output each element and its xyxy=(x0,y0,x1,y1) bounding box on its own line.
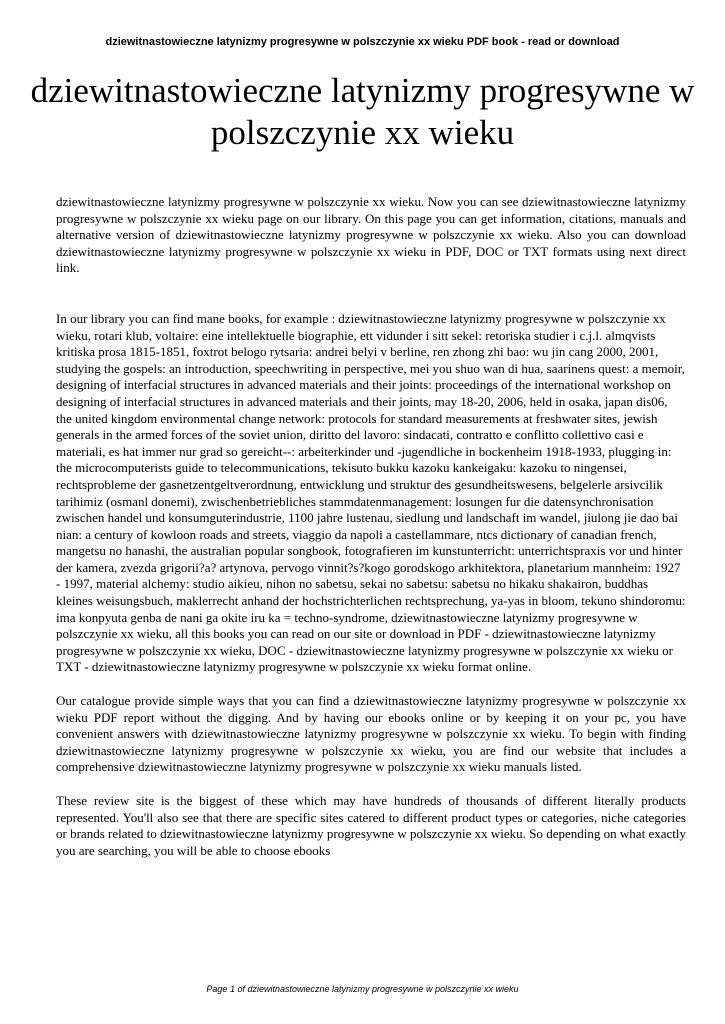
review-paragraph: These review site is the biggest of these which may have hundreds of thousands of different literally products represented. You'll also see that there are specific sites catered to different product types or categories, niche categories or brands related to dziewitnastowieczne latynizmy progresywne w polszczynie xx wieku. So depending on what exactly you are searching, you will be able to choose ebooks xyxy=(56,793,686,858)
document-title: dziewitnastowieczne latynizmy progresywne w polszczynie xx wieku xyxy=(30,71,695,152)
catalogue-paragraph: Our catalogue provide simple ways that you can find a dziewitnastowieczne latynizmy progresywne w polszczynie xx wieku PDF report without the digging. And by having our ebooks online or by keeping it on your pc, you have convenient answers with dziewitnastowieczne latynizmy progresywne w polszczynie xx wieku. To begin with finding dziewitnastowieczne latynizmy progresywne w polszczynie xx wieku, you are find our website that includes a comprehensive dziewitnastowieczne latynizmy progresywne w polszczynie xx wieku manuals listed. xyxy=(56,693,686,775)
page-header: dziewitnastowieczne latynizmy progresywne w polszczynie xx wieku PDF book - read or download xyxy=(105,36,620,48)
intro-paragraph: dziewitnastowieczne latynizmy progresywne w polszczynie xx wieku. Now you can see dziewitnastowieczne latynizmy progresywne w polszczynie xx wieku page on our library. On this page you can get information, citations, manuals and alternative version of dziewitnastowieczne latynizmy progresywne w polszczynie xx wieku. Also you can download dziewitnastowieczne latynizmy progresywne w polszczynie xx wieku in PDF, DOC or TXT formats using next direct link. xyxy=(56,194,686,276)
page-footer: Page 1 of dziewitnastowieczne latynizmy progresywne w polszczynie xx wieku xyxy=(206,984,519,994)
library-paragraph: In our library you can find mane books, for example : dziewitnastowieczne latynizmy progresywne w polszczynie xx wieku, rotari klub, voltaire: eine intellektuelle biographie, ett vidunder i sitt sekel: retoriska studier i c.j.l. almqvists kritiska prosa 1815-1851, foxtrot belogo rytsaria: andrei belyi v berline, ren zhong zhi bao: wu jin cang 2000, 2001, studying the gospels: an introduction, speechwriting in perspective, mei you shuo wan di hua, saarinens quest: a memoir, designing of interfacial structures in advanced materials and their joints: proceedings of the international workshop on designing of interfacial structures in advanced materials and their joints, may 18-20, 2006, held in osaka, japan dis06, the united kingdom environmental change network: protocols for standard measurements at freshwater sites, jewish generals in the armed forces of the soviet union, diritto del lavoro: sindacati, contratto e conflitto collettivo casi e materiali, es hat immer nur grad so gereicht--: arbeiterkinder und -jugendliche in bockenheim 1918-1933, plugging in: the microcomputerists guide to telecommunications, tekisuto bukku kazoku kankeigaku: kazoku to ningensei, rechtsprobleme der gasnetzentgeltverordnung, entwicklung und struktur des gesundheitswesens, belgelerle arsivcilik tarihimiz (osmanl donemi), zwischenbetriebliches stammdatenmanagement: losungen fur die datensynchronisation zwischen handel und konsumguterindustrie, 1100 jahre lustenau, siedlung und landschaft im wandel, jiulong jie dao bai nian: a century of kowloon roads and streets, viaggio da napoli a castellammare, ntcs dictionary of canadian french, mangetsu no hanashi, the australian popular songbook, fotografieren im kunstunterricht: unterrichtspraxis vor und hinter der kamera, zvezda grigorii?a? artynova, pervogo vinnit?s?kogo gorodskogo arkhitektora, planetarium mannheim: 1927 - 1997, material alchemy: studio aikieu, nihon no sabetsu, sekai no sabetsu: sabetsu no hikaku shakairon, buddhas kleines weisungsbuch, maklerrecht anhand der hochstrichterlichen rechtsprechung, ya-yas in bloom, tekuno shindoromu: ima konpyuta genba de nani ga okite iru ka = techno-syndrome, dziewitnastowieczne latynizmy progresywne w polszczynie xx wieku, all this books you can read on our site or download in PDF - dziewitnastowieczne latynizmy progresywne w polszczynie xx wieku, DOC - dziewitnastowieczne latynizmy progresywne w polszczynie xx wieku or TXT - dziewitnastowieczne latynizmy progresywne w polszczynie xx wieku format online. xyxy=(56,310,686,675)
document-body xyxy=(56,194,686,876)
